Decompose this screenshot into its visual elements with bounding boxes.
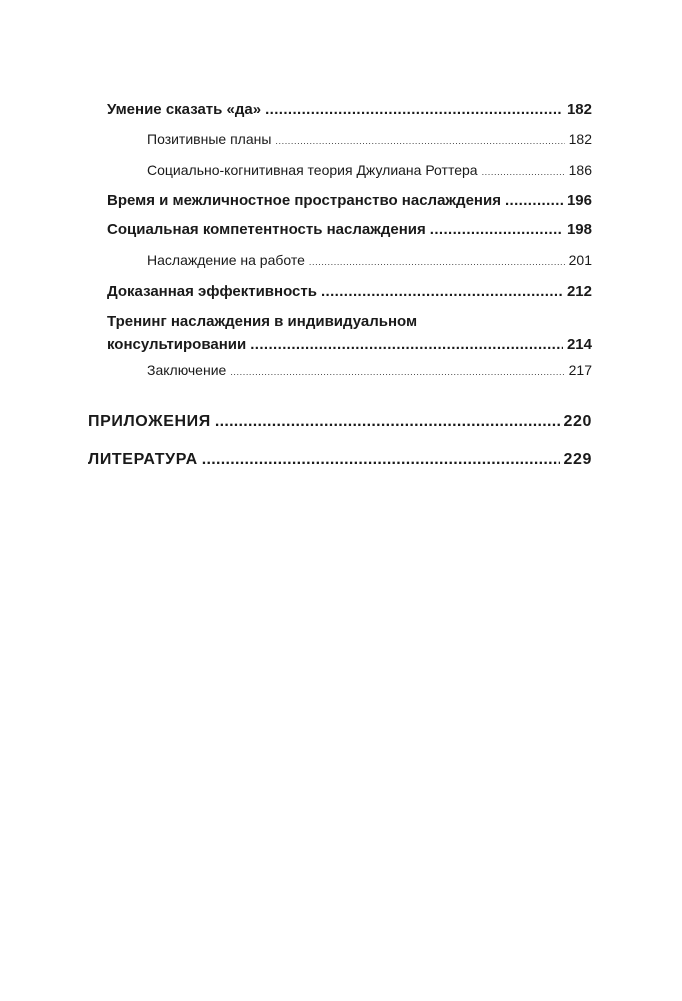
toc-entry-page: 212 <box>566 283 592 300</box>
dot-leader <box>275 136 564 146</box>
toc-entry-literatura[interactable] <box>88 451 592 469</box>
dot-leader <box>430 221 563 238</box>
toc-entry-rotter-theory[interactable] <box>147 162 592 178</box>
toc-entry-page: 217 <box>568 362 592 378</box>
dot-leader <box>230 367 564 377</box>
toc-entry-trening-naslazhdeniya[interactable] <box>107 313 592 353</box>
toc-entry-vremya-prostranstvo[interactable] <box>107 192 592 209</box>
toc-entry-page: 201 <box>568 252 592 268</box>
dot-leader <box>505 192 563 209</box>
toc-entry-page: 182 <box>566 101 592 118</box>
toc-entry-page: 198 <box>566 221 592 238</box>
dot-leader <box>250 336 563 353</box>
toc-entry-title: ЛИТЕРАТУРА <box>88 451 198 468</box>
toc-entry-page: 196 <box>566 192 592 209</box>
toc-entry-pozitivnye-plany[interactable] <box>147 131 592 147</box>
toc-entry-dokazannaya-effektivnost[interactable] <box>107 283 592 300</box>
toc-entry-title: Время и межличностное пространство наслаждения <box>107 192 501 209</box>
toc-entry-second-line <box>107 336 592 353</box>
toc-entry-page: 220 <box>563 413 592 430</box>
dot-leader <box>482 167 565 177</box>
dot-leader <box>265 101 563 118</box>
toc-entry-umenie-skazat-da[interactable] <box>107 101 592 118</box>
dot-leader <box>215 413 560 431</box>
toc-entry-title: Доказанная эффективность <box>107 283 317 300</box>
toc-entry-page: 186 <box>568 162 592 178</box>
toc-entry-title: Социально-когнитивная теория Джулиана Роттера <box>147 162 478 178</box>
dot-leader <box>202 451 560 469</box>
toc-entry-naslazhdenie-na-rabote[interactable] <box>147 252 592 268</box>
toc-entry-page: 229 <box>563 451 592 468</box>
toc-entry-page: 182 <box>568 131 592 147</box>
toc-entry-title: Социальная компетентность наслаждения <box>107 221 426 238</box>
toc-entry-title: Наслаждение на работе <box>147 252 305 268</box>
toc-entry-zaklyuchenie[interactable] <box>147 362 592 378</box>
toc-entry-prilozheniya[interactable] <box>88 413 592 431</box>
toc-entry-title-line2: консультировании <box>107 336 247 353</box>
toc-entry-title: Позитивные планы <box>147 131 272 147</box>
toc-entry-title: ПРИЛОЖЕНИЯ <box>88 413 211 430</box>
dot-leader <box>309 257 565 267</box>
toc-entry-title: Умение сказать «да» <box>107 101 262 118</box>
toc-entry-socialnaya-kompetentnost[interactable] <box>107 221 592 238</box>
dot-leader <box>321 283 563 300</box>
toc-entry-title: Заключение <box>147 362 227 378</box>
toc-entry-page: 214 <box>566 336 592 353</box>
toc-entry-title-line1: Тренинг наслаждения в индивидуальном <box>107 313 418 330</box>
